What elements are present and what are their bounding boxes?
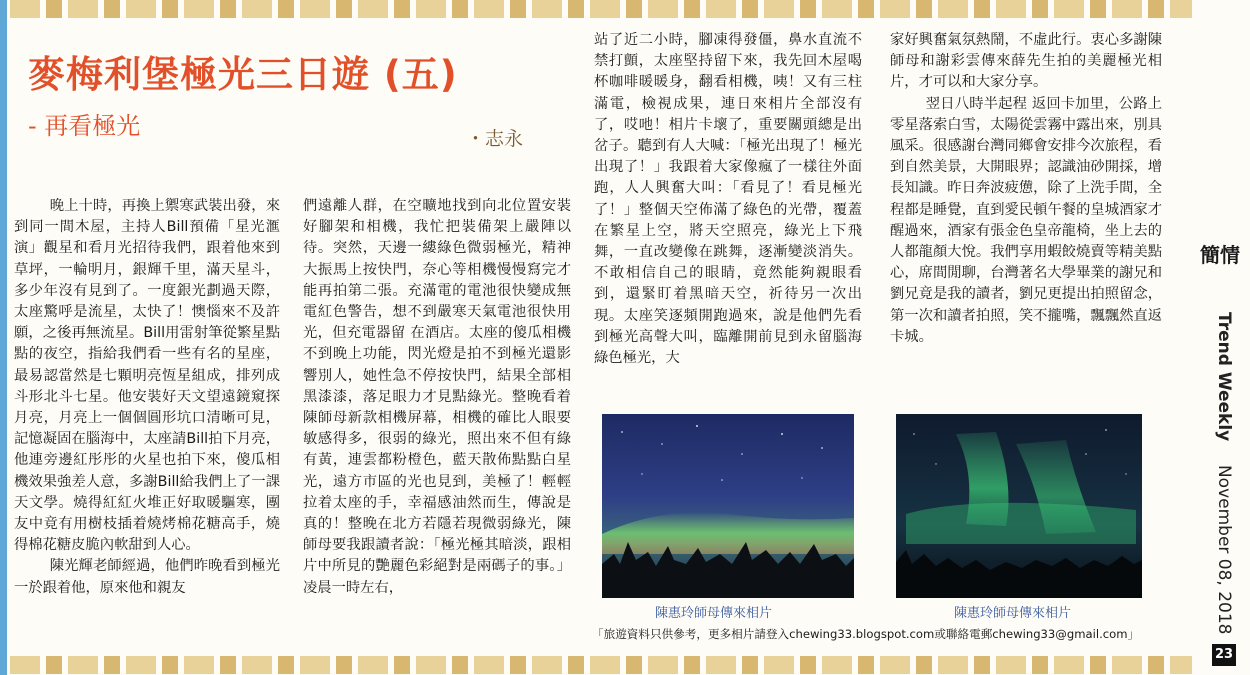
- photo-caption-2: 陳惠玲師母傳來相片: [954, 606, 1072, 621]
- article-title: 麥梅利堡極光三日遊 (五): [28, 53, 458, 96]
- text-column-2: [303, 196, 571, 599]
- photo-caption-1: 陳惠玲師母傳來相片: [655, 606, 773, 621]
- text-column-3: [594, 30, 862, 369]
- paragraph: 翌日八時半起程 返回卡加里，公路上零星落索白雪，太陽從雲霧中露出來，別具風采。很感謝台灣同鄉會安排今次旅程，看到自然美景，大開眼界；認識油砂開採，增長知識。昨日奔波疲憊，除了上洗手間，全程都是睡覺，直到愛民頓午餐的皇城酒家才醒過來，酒家有張金色皇帝龍椅，坐上去的人都龍顏大悅。我們享用蝦餃燒賣等精美點心，席間閒聊，台灣著名大學畢業的謝兄和劉兄竟是我的讀者，劉兄更提出拍照留念，第一次和讀者拍照，笑不攏嘴，飄飄然直返卡城。: [890, 95, 1162, 345]
- page-edge-bar: [0, 0, 7, 675]
- paragraph: 們遠離人群，在空曠地找到向北位置安裝好腳架和相機，我忙把裝備架上嚴陣以待。突然，天邊一縷綠色微弱極光，精神大振馬上按快門，奈心等相機慢慢寫完才能再拍第二張。充滿電的電池很快變成無電紅色警告，想不到嚴寒天氣電池很快用光，但充電器留 在酒店。太座的傻瓜相機不到晚上功能，閃光燈是拍不到極光還影響別人，她性急不停按快門，結果全部相黑漆漆，落足眼力才見點綠光。整晚看着陳師母新款相機屏幕，相機的確比人眼要敏感得多，很弱的綠光，照出來不但有綠有黃，連雲都粉橙色，藍天散佈點點白星光，遠方市區的光也見到，美極了！輕輕拉着太座的手，幸福感油然而生，傳說是真的！整晚在北方若隱若現微弱綠光，陳師母要我跟讀者說：「極光極其暗淡，跟相片中所見的艷麗色彩絕對是兩碼子的事。」凌晨一時左右，: [303, 198, 571, 596]
- decorative-border-bottom: [10, 656, 1192, 674]
- text-column-4: [890, 30, 1162, 348]
- decorative-border-top: [10, 0, 1192, 18]
- trend-weekly-logo: 簡情: [1200, 243, 1240, 267]
- travel-info-footer: 「旅遊資料只供參考，更多相片請登入chewing33.blogspot.com或聯絡電郵chewing33@gmail.com」: [592, 627, 1140, 641]
- publication-date: November 08, 2018: [1214, 464, 1234, 635]
- aurora-photo-2-image: [896, 414, 1142, 598]
- aurora-photo-1: [602, 414, 854, 598]
- page-number-badge: 23: [1212, 644, 1236, 666]
- aurora-photo-2: [896, 414, 1142, 598]
- publication-date-line: [1214, 312, 1234, 635]
- paragraph: 站了近二小時，腳凍得發僵，鼻水直流不禁打顫，太座堅持留下來，我先回木屋喝杯咖啡暖暖身，翻看相機，咦！又有三柱滿電，檢視成果，連日來相片全部沒有了，哎吔！相片卡壞了，重要關頭總是出岔子。聽到有人大喊：「極光出現了！極光出現了！」我跟着大家像瘋了一樣往外面跑，人人興奮大叫：「看見了！看見極光了！」整個天空佈滿了綠色的光帶，覆蓋在繁星上空，將天空照亮，綠光上下飛舞，一直改變像在跳舞，逐漸變淡消失。不敢相信自己的眼睛，竟然能夠親眼看到，還緊盯着黑暗天空，祈待另一次出現。太座笑逐頻開跑過來，說是他們先看到極光高聲大叫，臨離開前見到永留腦海綠色極光，大: [594, 32, 862, 367]
- paragraph: 晚上十時，再換上禦寒武裝出發，來到同一間木屋，主持人Bill預備「星光滙演」觀星和看月光招待我們，跟着他來到草坪，一輪明月，銀輝千里，滿天星斗，多少年沒有見到了。一度銀光劃過天際，太座驚呼是流星，太快了！懊惱來不及許願，之後再無流星。Bill用雷射筆從繁星點點的夜空，指給我們看一些有名的星座，最易認當然是七顆明亮恆星組成，排列成斗形北斗七星。他安裝好天文望遠鏡窺探月亮，月亮上一個個圓形坑口清晰可見，記憶凝固在腦海中，太座請Bill拍下月亮，他連旁邊紅彤彤的火星也拍下來，傻瓜相機效果強差人意，多謝Bill給我們上了一課天文學。燒得紅紅火堆正好取暖驅寒，團友中竟有用樹枝插着燒烤棉花糖高手，燒得棉花糖皮脆內軟甜到人心。: [14, 198, 280, 554]
- paragraph: 陳光輝老師經過，他們昨晚看到極光一於跟着他，原來他和親友: [14, 558, 280, 596]
- article-subtitle: - 再看極光: [28, 112, 141, 140]
- article-author: ・志永: [466, 128, 524, 150]
- publication-name: Trend Weekly: [1214, 312, 1234, 442]
- text-column-1: [14, 196, 280, 599]
- aurora-photo-1-image: [602, 414, 854, 598]
- paragraph: 家好興奮氣氛熱鬧，不虛此行。衷心多謝陳師母和謝彩雲傳來薛先生拍的美麗極光相片，才可以和大家分享。: [890, 32, 1162, 91]
